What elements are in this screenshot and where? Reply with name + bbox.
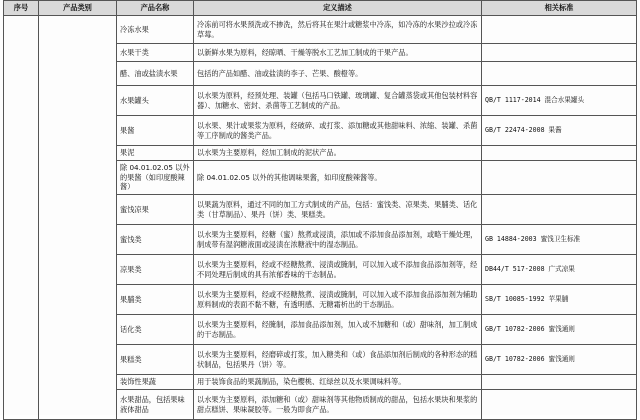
definition: 以新鲜水果为原料，经晾晒、干燥等脱水工艺加工制成的干果产品。 xyxy=(194,44,482,62)
product-name: 水果甜品，包括果味液体甜品 xyxy=(117,390,194,420)
table-row xyxy=(4,16,637,44)
definition: 以水果为主要原料，经糖（蜜）熬煮或浸渍，添加或不添加食品添加剂，或略干燥处理，制成带有湿润糖液面或浸渍在浓糖液中的湿态制品。 xyxy=(194,225,482,255)
product-name: 冷冻水果 xyxy=(117,16,194,44)
standard: GB/T 10782-2006 蜜饯通则 xyxy=(482,345,637,375)
definition: 以水果为主要原料，经磨碎或打浆，加入糖类和（或）食品添加剂后制成的各种形态的糕状制品，包括果丹（饼）等。 xyxy=(194,345,482,375)
product-name: 蜜饯类 xyxy=(117,225,194,255)
definition: 以水果为主要原料，经加工制成的泥状产品。 xyxy=(194,146,482,161)
product-name: 果糕类 xyxy=(117,345,194,375)
product-name: 话化类 xyxy=(117,315,194,345)
header-category: 产品类别 xyxy=(39,1,117,16)
product-name: 除 04.01.02.05 以外的果酱（如印度酸辣酱） xyxy=(117,161,194,195)
definition: 以水果为主要原料，经或不经糖熬煮、浸渍或腌制，可以加入或不添加食品添加剂等，经不同处理后制成的具有浓郁香味的干态制品。 xyxy=(194,255,482,285)
standard xyxy=(482,44,637,62)
standard xyxy=(482,161,637,195)
number-cell xyxy=(4,16,39,420)
definition: 以水果为原料，经预处理、装罐（包括马口铁罐、玻璃罐、复合罐蒸袋或其他包装材料容器）、加糖水、密封、杀菌等工艺制成的产品。 xyxy=(194,86,482,116)
product-name: 果酱 xyxy=(117,116,194,146)
product-name: 水果罐头 xyxy=(117,86,194,116)
standard xyxy=(482,195,637,225)
definition: 用于装饰食品的果蔬制品，染色樱桃、红绿丝以及水果调味料等。 xyxy=(194,375,482,390)
standard: GB 14884-2003 蜜饯卫生标准 xyxy=(482,225,637,255)
product-name: 蜜饯凉果 xyxy=(117,195,194,225)
definition: 包括的产品如醋、油或盐渍的李子、芒果、酸橙等。 xyxy=(194,62,482,86)
definition: 以水果为主要原料，添加糖和（或）甜味剂等其他物质制成的甜品，包括水果块和果浆的甜点糕饼、果味凝胶等。一般为即食产品。 xyxy=(194,390,482,420)
product-name: 醋、油或盐渍水果 xyxy=(117,62,194,86)
header-name: 产品名称 xyxy=(117,1,194,16)
header-no: 序号 xyxy=(4,1,39,16)
definition: 以果蔬为原料，通过不同的加工方式制成的产品，包括：蜜饯类、凉果类、果脯类、话化类（甘草制品）、果丹（饼）类、果糕类。 xyxy=(194,195,482,225)
table-header-row xyxy=(4,1,637,16)
standard: QB/T 1117-2014 混合水果罐头 xyxy=(482,86,637,116)
product-name: 果泥 xyxy=(117,146,194,161)
definition: 以水果、果汁或果浆为原料，经破碎、或打浆、添加糖或其他甜味料、浓缩、装罐、杀菌等工序制成的酱类产品。 xyxy=(194,116,482,146)
product-name: 水果干类 xyxy=(117,44,194,62)
header-definition: 定义描述 xyxy=(194,1,482,16)
standard xyxy=(482,62,637,86)
header-standard: 相关标准 xyxy=(482,1,637,16)
product-name: 果脯类 xyxy=(117,285,194,315)
standard xyxy=(482,146,637,161)
definition: 冷冻前可将水果预洗或不掺洗，然后将其在果汁或糖浆中冷冻，如冷冻的水果沙拉或冷冻草莓。 xyxy=(194,16,482,44)
standard: DB44/T 517-2008 广式凉果 xyxy=(482,255,637,285)
definition: 除 04.01.02.05 以外的其他调味果酱，如印度酸辣酱等。 xyxy=(194,161,482,195)
product-name: 凉果类 xyxy=(117,255,194,285)
food-category-table xyxy=(3,0,637,420)
standard: GB/T 22474-2008 果酱 xyxy=(482,116,637,146)
definition: 以水果为主要原料，经腌制，添加食品添加剂，加入或不加糖和（或）甜味剂，加工制成的干态制品。 xyxy=(194,315,482,345)
standard: GB/T 10782-2006 蜜饯通则 xyxy=(482,315,637,345)
standard: SB/T 10085-1992 苹果脯 xyxy=(482,285,637,315)
product-name: 装饰性果蔬 xyxy=(117,375,194,390)
standard xyxy=(482,375,637,390)
category-cell xyxy=(39,16,117,420)
definition: 以水果为主要原料，经或不经糖熬煮、浸渍或腌制，可以加入或不添加食品添加剂为辅助原料制成的表面不黏不糖，有透明感、无糖霜析出的干态制品。 xyxy=(194,285,482,315)
standard xyxy=(482,390,637,420)
standard xyxy=(482,16,637,44)
